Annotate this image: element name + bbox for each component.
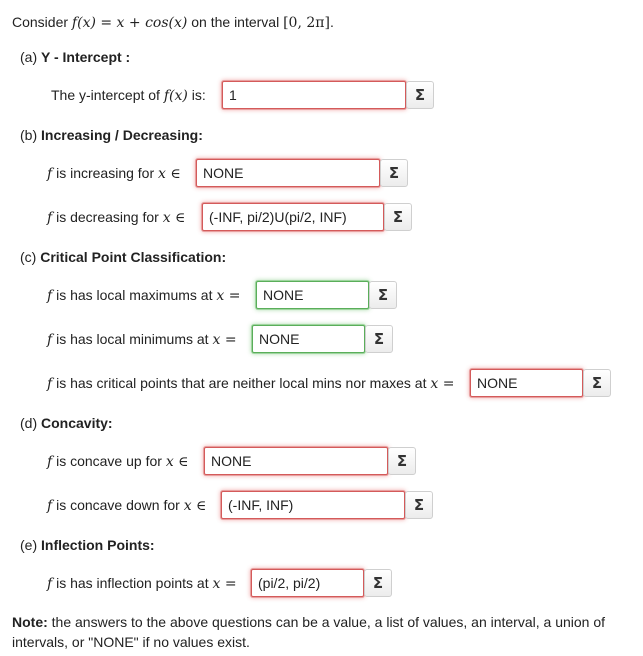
local-max-input[interactable]: NONE (256, 281, 369, 309)
question-local-min: f is has local minimums at x = (47, 331, 237, 348)
function-expression: f(x) = x + cos(x) (71, 15, 188, 31)
section-b-heading: (b) Increasing / Decreasing: (20, 127, 203, 143)
critical-points-input[interactable]: NONE (470, 369, 583, 397)
concave-up-input[interactable]: NONE (204, 447, 388, 475)
sigma-button[interactable]: Σ (369, 281, 397, 309)
y-intercept-input[interactable]: 1 (222, 81, 406, 109)
section-d-heading: (d) Concavity: (20, 415, 113, 431)
section-e-heading: (e) Inflection Points: (20, 537, 155, 553)
section-c-heading: (c) Critical Point Classification: (20, 249, 227, 265)
question-increasing: f is increasing for x ∈ (47, 165, 181, 182)
section-a-heading: (a) Y - Intercept : (20, 49, 131, 65)
inflection-input[interactable]: (pi/2, pi/2) (251, 569, 364, 597)
increasing-input[interactable]: NONE (196, 159, 380, 187)
question-inflection: f is has inflection points at x = (47, 575, 237, 592)
sigma-button[interactable]: Σ (405, 491, 433, 519)
question-concave-up: f is concave up for x ∈ (47, 453, 189, 470)
sigma-button[interactable]: Σ (365, 325, 393, 353)
concave-down-input[interactable]: (-INF, INF) (221, 491, 405, 519)
sigma-button[interactable]: Σ (380, 159, 408, 187)
interval-expression: [0, 2π] (283, 15, 330, 31)
sigma-button[interactable]: Σ (406, 81, 434, 109)
question-local-max: f is has local maximums at x = (47, 287, 241, 304)
question-concave-down: f is concave down for x ∈ (47, 497, 207, 514)
question-y-intercept: The y-intercept of f(x) is: (51, 87, 206, 104)
problem-statement: Consider f(x) = x + cos(x) on the interval [0, 2π]. (12, 14, 334, 31)
sigma-button[interactable]: Σ (388, 447, 416, 475)
local-min-input[interactable]: NONE (252, 325, 365, 353)
sigma-button[interactable]: Σ (384, 203, 412, 231)
sigma-button[interactable]: Σ (583, 369, 611, 397)
decreasing-input[interactable]: (-INF, pi/2)U(pi/2, INF) (202, 203, 384, 231)
note: Note: the answers to the above questions can be a value, a list of values, an interval, a union of intervals, or "NONE" if no values exist. (12, 614, 606, 650)
question-critical-points: f is has critical points that are neither local mins nor maxes at x = (47, 375, 455, 392)
question-decreasing: f is decreasing for x ∈ (47, 209, 186, 226)
sigma-button[interactable]: Σ (364, 569, 392, 597)
